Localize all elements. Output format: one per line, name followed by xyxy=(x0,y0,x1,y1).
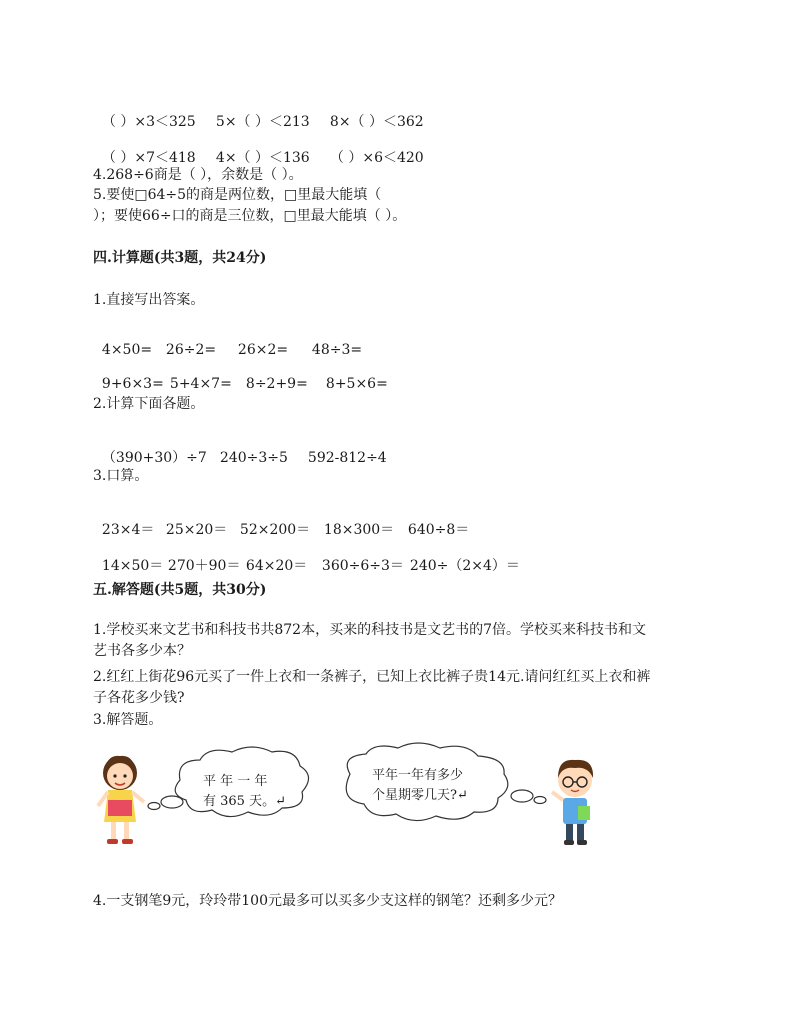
section-4-title: 四.计算题(共3题，共24分) xyxy=(93,250,267,266)
inequality-row-2 xyxy=(93,131,424,167)
calc-question-1: 1.直接写出答案。 xyxy=(93,292,205,308)
word-problem-2-line-2: 子各花多少钱? xyxy=(93,690,185,706)
section-5-title: 五.解答题(共5题，共30分) xyxy=(93,582,267,598)
inequality-item: 5×（ ）＜213 xyxy=(215,114,310,130)
inequality-item: 4×（ ）＜136 xyxy=(215,150,310,166)
oral-calc-row-2 xyxy=(93,539,520,575)
left-bubble-line-1: 平 年 一 年 xyxy=(203,774,268,789)
calc-item: 640÷8＝ xyxy=(407,522,470,538)
word-problem-4: 4.一支钢笔9元，玲玲带100元最多可以买多少支这样的钢笔？还剩多少元？ xyxy=(93,893,562,909)
calc-item: 52×200＝ xyxy=(239,522,311,538)
calc-item: 5+4×7= xyxy=(169,376,232,392)
word-problem-1-line-2: 艺书各多少本？ xyxy=(93,643,191,659)
calc-item: 25×20＝ xyxy=(165,522,228,538)
calc-item: 14×50＝ xyxy=(101,558,164,574)
calc-row-2 xyxy=(93,360,388,392)
word-problem-3: 3.解答题。 xyxy=(93,712,163,728)
calc-item: 23×4＝ xyxy=(101,522,155,538)
inequality-item: （ ）×7＜418 xyxy=(101,150,196,166)
question-5-line-2: ）；要使66÷口的商是三位数，□里最大能填（ ）。 xyxy=(93,208,407,224)
inequality-row-1 xyxy=(93,95,424,131)
question-4: 4.268÷6商是（ ），余数是（ ）。 xyxy=(93,167,303,183)
word-problem-1-line-1: 1.学校买来文艺书和科技书共872本，买来的科技书是文艺书的7倍。学校买来科技书和文 xyxy=(93,622,646,638)
calc-item: 9+6×3= xyxy=(101,376,164,392)
calc-item: 64×20＝ xyxy=(245,558,308,574)
inequality-item: （ ）×6＜420 xyxy=(329,150,424,166)
word-problem-2-line-1: 2.红红上街花96元买了一件上衣和一条裤子，已知上衣比裤子贵14元.请问红红买上衣和裤 xyxy=(93,669,651,685)
right-bubble-line-2: 个星期零几天?↵ xyxy=(372,788,468,803)
calc-item: 360÷6÷3＝ xyxy=(321,558,404,574)
calc-item: 240÷（2×4）＝ xyxy=(409,558,520,574)
girl-icon xyxy=(98,756,144,844)
boy-icon xyxy=(552,760,593,845)
calc-question-3: 3.口算。 xyxy=(93,468,149,484)
calc-item: 270＋90＝ xyxy=(167,558,241,574)
calc-item: 48÷3= xyxy=(311,342,363,358)
calc-item: 8÷2+9= xyxy=(245,376,308,392)
calc-question-2: 2.计算下面各题。 xyxy=(93,396,205,412)
oral-calc-row-1 xyxy=(93,503,469,539)
inequality-item: （ ）×3＜325 xyxy=(101,114,196,130)
left-bubble-line-2: 有 365 天。↵ xyxy=(203,794,286,809)
calc-item: 4×50= xyxy=(101,342,153,358)
calc-item: 240÷3÷5 xyxy=(219,450,288,466)
calc-row-3 xyxy=(93,431,387,467)
inequality-item: 8×（ ）＜362 xyxy=(329,114,424,130)
calc-item: 592-812÷4 xyxy=(307,450,387,466)
calc-item: 26÷2= xyxy=(165,342,217,358)
calc-item: 26×2= xyxy=(237,342,289,358)
question-5-line-1: 5.要使□64÷5的商是两位数，□里最大能填（ xyxy=(93,187,382,203)
calc-item: 8+5×6= xyxy=(325,376,388,392)
right-bubble-line-1: 平年一年有多少 xyxy=(372,768,464,783)
calc-row-1 xyxy=(93,326,362,358)
calc-item: 18×300＝ xyxy=(323,522,395,538)
calc-item: （390+30）÷7 xyxy=(101,450,207,466)
